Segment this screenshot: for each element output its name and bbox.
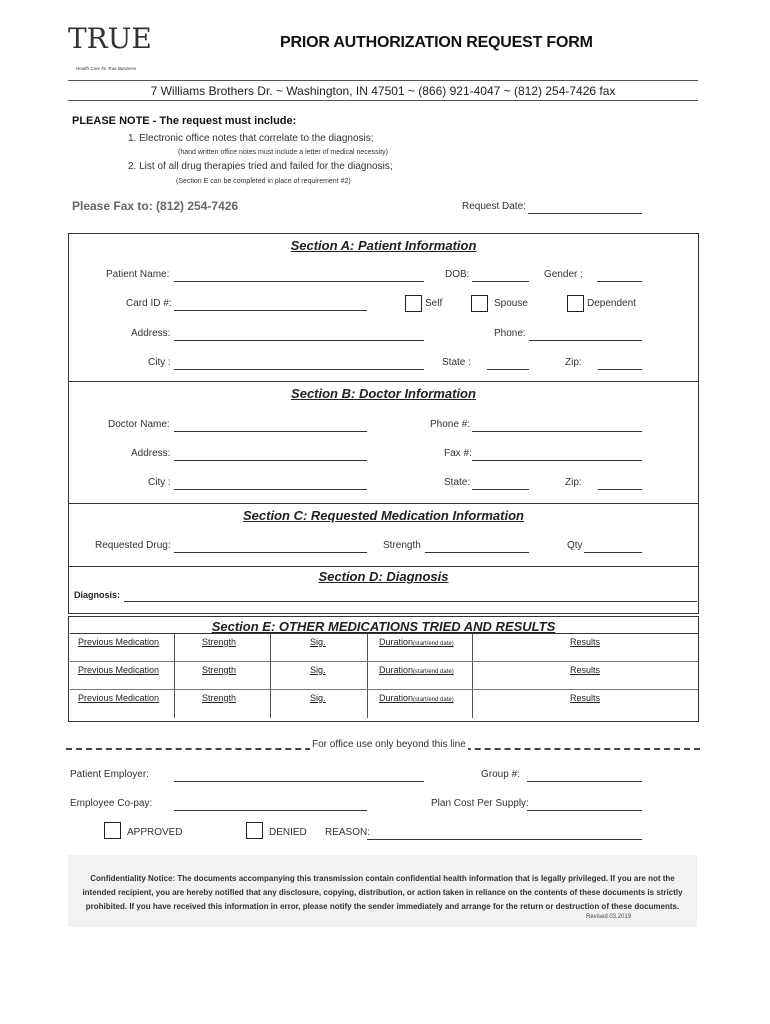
denied-checkbox[interactable] [246,822,263,839]
true-logo-icon [68,18,158,58]
section-d-title: Section D: Diagnosis [318,569,449,584]
prev-med-header: Previous Medication [78,665,160,675]
plan-cost-label: Plan Cost Per Supply: [431,798,529,809]
patient-name-field[interactable] [174,281,424,282]
strength-header: Strength [202,637,237,647]
requested-drug-field[interactable] [174,552,367,553]
revision-date: Revised 03.2019 [586,914,632,920]
self-checkbox[interactable] [405,295,422,312]
sig-header: Sig. [310,693,326,703]
doctor-address-field[interactable] [174,460,367,461]
patient-phone-field[interactable] [529,340,642,341]
dob-field[interactable] [472,281,529,282]
prev-med-header: Previous Medication [78,637,160,647]
logo [68,18,158,71]
header-rule-bottom [68,100,698,101]
spouse-label: Spouse [494,298,528,309]
diagnosis-field[interactable] [124,601,697,602]
logo-tagline: Health Care for True Business [76,66,137,71]
strength-header: Strength [202,665,237,675]
qty-label: Qty [567,540,583,551]
duration-header [379,637,454,647]
header-rule-top [68,80,698,81]
svg-text:TRUE: TRUE [68,22,152,55]
strength-field[interactable] [425,552,529,553]
reason-label: REASON: [325,827,371,838]
gender-label: Gender : [544,269,583,280]
dependent-label: Dependent [587,298,636,309]
doctor-fax-field[interactable] [472,460,642,461]
strength-label: Strength [383,540,421,551]
section-c-title: Section C: Requested Medication Information [243,508,524,523]
sig-header: Sig. [310,665,326,675]
patient-name-label: Patient Name: [106,269,170,280]
col-divider [174,634,175,718]
row-divider [70,661,698,662]
reason-field[interactable] [367,839,642,840]
spouse-checkbox[interactable] [471,295,488,312]
employee-copay-field[interactable] [174,810,367,811]
duration-sub: (start/end date) [413,641,454,647]
card-id-label: Card ID #: [126,298,172,309]
diagnosis-label: Diagnosis: [74,590,121,600]
employee-copay-label: Employee Co-pay: [70,798,153,809]
section-e-title: Section E: OTHER MEDICATIONS TRIED AND RESULTS [211,619,556,634]
contact-address: 7 Williams Brothers Dr. ~ Washington, IN 47501 ~ (866) 921-4047 ~ (812) 254-7426 fax [150,84,616,98]
fax-instruction: Please Fax to: (812) 254-7426 [72,199,239,213]
patient-employer-field[interactable] [174,781,424,782]
section-e-header-rule [70,633,698,634]
duration-header [379,693,454,703]
results-header: Results [570,665,601,675]
patient-zip-label: Zip: [565,357,582,368]
note-heading: PLEASE NOTE - The request must include: [72,115,297,127]
dob-label: DOB: [445,269,470,280]
patient-address-field[interactable] [174,340,424,341]
doctor-zip-field[interactable] [598,489,642,490]
doctor-zip-label: Zip: [565,477,582,488]
doctor-phone-field[interactable] [472,431,642,432]
results-header: Results [570,693,601,703]
results-header: Results [570,637,601,647]
section-c [68,503,699,568]
doctor-name-label: Doctor Name: [108,419,170,430]
strength-header: Strength [202,693,237,703]
self-label: Self [425,298,443,309]
col-divider [270,634,271,718]
note-item-1-sub: (hand written office notes must include a letter of medical necessity) [178,149,388,156]
note-item-1: 1. Electronic office notes that correlate to the diagnosis; [128,133,374,144]
duration-sub: (start/end date) [413,697,454,703]
doctor-city-field[interactable] [174,489,367,490]
plan-cost-field[interactable] [527,810,642,811]
patient-employer-label: Patient Employer: [70,769,149,780]
patient-zip-field[interactable] [598,369,642,370]
patient-city-field[interactable] [174,369,424,370]
prev-med-header: Previous Medication [78,693,160,703]
dependent-checkbox[interactable] [567,295,584,312]
doctor-address-label: Address: [131,448,171,459]
duration-sub: (start/end date) [413,669,454,675]
patient-phone-label: Phone: [494,328,526,339]
confidentiality-line-1: Confidentiality Notice: The documents accompanying this transmission contain confidential health information that is legally privileged. If you are not the [90,874,675,883]
doctor-state-field[interactable] [472,489,529,490]
doctor-fax-label: Fax #: [444,448,472,459]
group-label: Group #: [481,769,520,780]
patient-state-field[interactable] [487,369,529,370]
patient-address-label: Address: [131,328,171,339]
section-b-title: Section B: Doctor Information [291,386,476,401]
confidentiality-line-2: intended recipient, you are hereby notified that any disclosure, copying, distribution, or action taken in reliance on the contents of these documents is strictly [82,888,683,897]
duration-header [379,665,454,675]
confidentiality-line-3: prohibited. If you have received this information in error, please notify the sender immediately and arrange for the return or destruction of these documents. [85,902,680,911]
col-divider [367,634,368,718]
request-date-field[interactable] [528,213,642,214]
office-use-label: For office use only beyond this line [312,739,466,750]
duration-label: Duration [379,637,414,647]
row-divider [70,689,698,690]
card-id-field[interactable] [174,310,367,311]
group-field[interactable] [527,781,642,782]
approved-checkbox[interactable] [104,822,121,839]
patient-state-label: State : [442,357,471,368]
denied-label: DENIED [269,827,307,838]
note-item-2: 2. List of all drug therapies tried and failed for the diagnosis; [128,161,393,172]
duration-label: Duration [379,693,414,703]
col-divider [472,634,473,718]
patient-city-label: City : [148,357,171,368]
gender-field[interactable] [597,281,642,282]
section-d [68,566,699,614]
approved-label: APPROVED [127,827,183,838]
doctor-name-field[interactable] [174,431,367,432]
note-item-2-sub: (Section E can be completed in place of requirement #2) [176,178,351,185]
sig-header: Sig. [310,637,326,647]
doctor-phone-label: Phone #: [430,419,471,430]
page-title: PRIOR AUTHORIZATION REQUEST FORM [280,34,593,51]
requested-drug-label: Requested Drug: [95,540,171,551]
section-a-title: Section A: Patient Information [290,238,477,253]
request-date-label: Request Date: [462,201,526,212]
qty-field[interactable] [584,552,642,553]
doctor-city-label: City : [148,477,171,488]
doctor-state-label: State: [444,477,471,488]
duration-label: Duration [379,665,414,675]
